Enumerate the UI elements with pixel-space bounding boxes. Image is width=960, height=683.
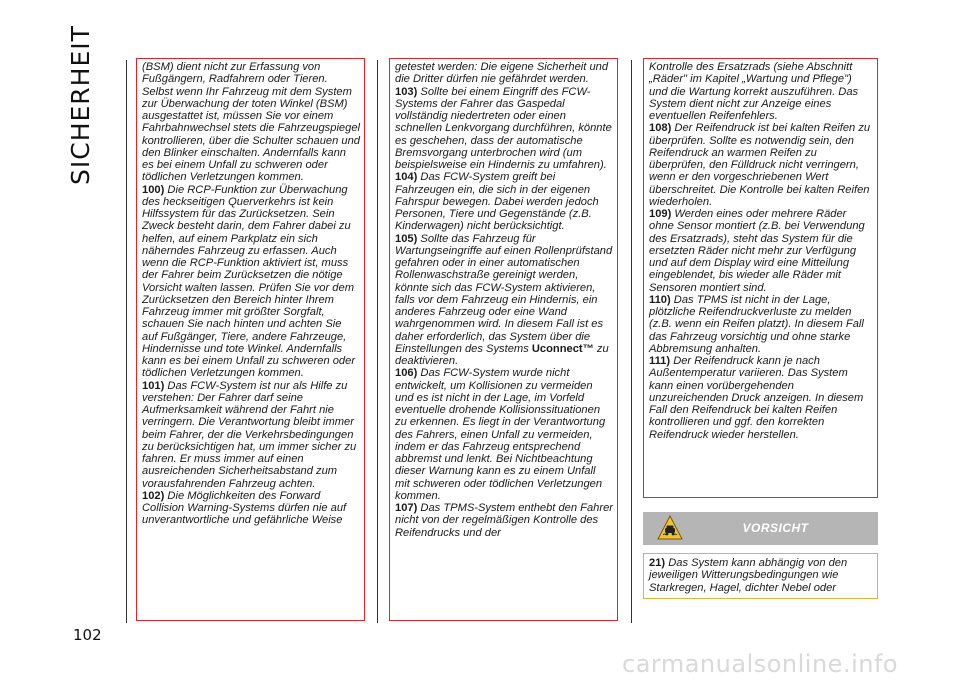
note-number: 21) xyxy=(649,557,666,569)
notes-column-3 xyxy=(643,58,878,498)
note-text: Das FCW-System ist nur als Hilfe zu verstehen: Der Fahrer darf seine Aufmerksamkeit während der Fahrt nie verringern. Die Verantwortung bleibt immer beim Fahrer, der die Verkehrsbedingungen zu berücksichtigen hat, um immer sicher zu fahren. Er muss immer auf einen ausreichenden Sicherheitsabstand zum vorausfahrenden Fahrzeug achten. xyxy=(142,379,357,490)
note-number: 110) xyxy=(649,293,671,306)
note-109 xyxy=(649,208,873,294)
note-text: Werden eines oder mehrere Räder ohne Sensor montiert (z.B. bei Verwendung des Ersatzrads), steht das System für die ersetzten Räder nicht mehr zur Verfügung und auf dem Display wird eine Mitteilung eingeblendet, bis wieder alle Räder mit Sensoren montiert sind. xyxy=(649,208,865,294)
note-text: Das TPMS-System enthebt den Fahrer nicht von der regelmäßigen Kontrolle des Reifendrucks und der xyxy=(395,502,613,539)
brand-name: Uconnect™ xyxy=(531,342,594,355)
warning-title: VORSICHT xyxy=(742,521,809,535)
note-text: Die Möglichkeiten des Forward Collision Warning-Systems dürfen nie auf unverantwortliche und gefährliche Weise xyxy=(142,489,347,527)
note-number: 109) xyxy=(649,208,672,220)
notes-column-1 xyxy=(136,58,365,621)
note-intro: getestet werden: Die eigene Sicherheit und die Dritter dürfen nie gefährdet werden. xyxy=(395,61,609,86)
note-number: 107) xyxy=(395,502,418,514)
note-number: 106) xyxy=(395,367,418,380)
notes-column-2 xyxy=(389,58,618,621)
note-text: Das FCW-System wurde nicht entwickelt, um Kollisionen zu vermeiden und es ist nicht in der Lage, im Vorfeld eventuelle drohende Kollisionssituationen zu erkennen. Es liegt in der Verantwortung des Fahrers, einen Unfall zu vermeiden, indem er das Fahrzeug entsprechend abbremst und lenkt. Bei Nichtbeachtung dieser Warnung kann es zu einem Unfall mit schweren oder tödlichen Verletzungen kommen. xyxy=(395,367,606,502)
left-rule xyxy=(126,60,127,623)
note-105 xyxy=(395,233,613,368)
note-110 xyxy=(649,294,873,355)
note-number: 108) xyxy=(649,122,672,135)
watermark: carmanualsonline.info xyxy=(622,650,899,678)
note-number: 105) xyxy=(395,232,418,245)
column-divider xyxy=(631,60,632,623)
note-number: 100) xyxy=(142,183,165,196)
note-text: Der Reifendruck ist bei kalten Reifen zu überprüfen. Sollte es notwendig sein, den Reifendruck an warmen Reifen zu überprüfen, den Fülldruck nicht verringern, wenn er den vorgeschriebenen Wert überschreitet. Die Kontrolle bei kalten Reifen wiederholen. xyxy=(649,122,871,208)
note-103 xyxy=(395,86,613,172)
note-number: 103) xyxy=(395,85,418,98)
note-text: Der Reifendruck kann je nach Außentemperatur variieren. Das System kann einen vorübergehenden unzureichenden Druck anzeigen. In diesem Fall den Reifendruck bei kalten Reifen kontrollieren und ggf. den korrekten Reifendruck wieder herstellen. xyxy=(649,355,864,441)
note-number: 101) xyxy=(142,379,165,392)
note-text: zu deaktivieren. xyxy=(395,342,609,367)
note-number: 111) xyxy=(649,355,671,367)
note-104 xyxy=(395,171,613,232)
note-101 xyxy=(142,380,360,490)
note-text: Das System kann abhängig von den jeweiligen Witterungsbedingungen wie Starkregen, Hagel, dichter Nebel oder xyxy=(649,557,848,594)
note-number: 102) xyxy=(142,489,165,502)
note-102 xyxy=(142,490,360,527)
section-label: SICHERHEIT xyxy=(66,25,95,185)
page-number: 102 xyxy=(73,626,102,644)
note-intro: (BSM) dient nicht zur Erfassung von Fußgängern, Radfahrern oder Tieren. Selbst wenn Ihr Fahrzeug mit dem System zur Überwachung der toten Winkel (BSM) ausgestattet ist, müssen Sie vor einem Fahrbahnwechsel stets die Fahrzeugspiegel kontrollieren, über die Schulter schauen und den Blinker einschalten. Andernfalls kann es bei einem Unfall zu schweren oder tödlichen Verletzungen kommen. xyxy=(142,61,360,184)
note-108 xyxy=(649,122,873,208)
warning-21 xyxy=(649,557,873,594)
warning-header xyxy=(643,512,878,545)
note-text: Die RCP-Funktion zur Überwachung des heckseitigen Querverkehrs ist kein Hilfssystem für das Zurücksetzen. Sein Zweck besteht darin, dem Fahrer dabei zu helfen, auf einem Parkplatz ein sich näherndes Fahrzeug zu erfassen. Auch wenn die RCP-Funktion aktiviert ist, muss der Fahrer beim Zurücksetzen die nötige Vorsicht walten lassen. Prüfen Sie vor dem Zurücksetzen den Bereich hinter Ihrem Fahrzeug immer mit größter Sorgfalt, schauen Sie nach hinten und achten Sie auf Fußgänger, Tiere, andere Fahrzeuge, Hindernisse und tote Winkel. Andernfalls kann es bei einem Unfall zu schweren oder tödlichen Verletzungen kommen. xyxy=(142,183,356,380)
column-divider xyxy=(377,60,378,623)
note-intro: Kontrolle des Ersatzrads (siehe Abschnitt „Räder" im Kapitel „Wartung und Pflege") und die Wartung korrekt auszuführen. Das System dient nicht zur Anzeige eines eventuellen Reifenfehlers. xyxy=(649,61,859,122)
note-111 xyxy=(649,355,873,441)
note-text: Sollte bei einem Eingriff des FCW-Systems der Fahrer das Gaspedal vollständig niedertreten oder einen schnellen Lenkvorgang durchführen, könnte es geschehen, dass der automatische Bremsvorgang unterbrochen wird (um beispielsweise ein Hindernis zu umfahren). xyxy=(395,85,612,171)
note-number: 104) xyxy=(395,171,418,184)
note-text: Das TPMS ist nicht in der Lage, plötzliche Reifendruckverluste zu melden (z.B. wenn ein Reifen platzt). In diesem Fall das Fahrzeug vorsichtig und ohne starke Abbremsung anhalten. xyxy=(649,293,864,355)
note-106 xyxy=(395,367,613,502)
note-107 xyxy=(395,502,613,539)
warning-box xyxy=(643,553,878,599)
note-text: Das FCW-System greift bei Fahrzeugen ein, die sich in der eigenen Fahrspur bewegen. Dabei werden jedoch Personen, Tiere und Gegenstände (z.B. Kinderwagen) nicht berücksichtigt. xyxy=(395,171,599,233)
note-100 xyxy=(142,184,360,380)
note-text: Sollte das Fahrzeug für Wartungseingriffe auf einen Rollenprüfstand gefahren oder in einer automatischen Rollenwaschstraße gereinigt werden, könnte sich das FCW-System aktivieren, falls vor dem Fahrzeug ein Hindernis, ein anderes Fahrzeug oder eine Wand wahrgenommen wird. In diesem Fall ist es daher erforderlich, das System über die Einstellungen des Systems xyxy=(395,232,613,355)
